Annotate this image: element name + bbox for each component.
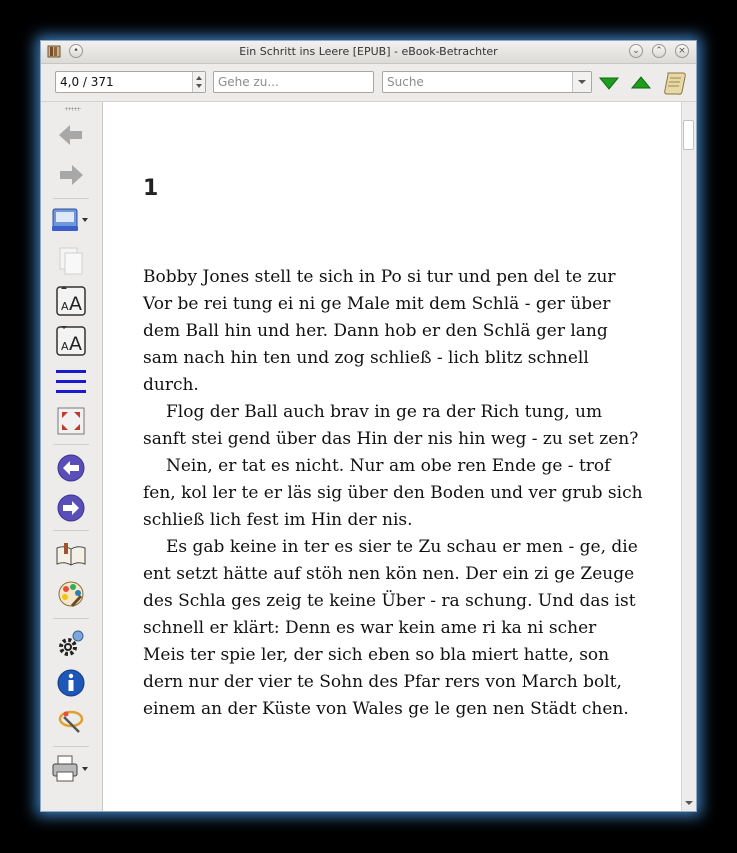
paragraph: Bobby Jones stell te sich in Po si tur und pen del te zur Vor be rei tung ei ni ge Male mit dem Schlä - ger über dem Ball hin und her. Dann hob er den Schlä ger lang sam nach hin ten und zog schließ - lich blitz schnell durch.: [143, 267, 616, 395]
separator: [53, 444, 89, 445]
side-toolbar: [41, 102, 103, 811]
book-text: [143, 264, 643, 723]
shade-button[interactable]: •: [69, 44, 83, 58]
scroll-mode-icon[interactable]: [663, 70, 687, 96]
chapter-heading: 1: [143, 176, 159, 201]
minimize-button[interactable]: ⌄: [629, 44, 643, 58]
separator: [53, 746, 89, 747]
reference-mode-icon[interactable]: [55, 706, 87, 738]
find-previous-icon[interactable]: [630, 74, 652, 92]
toc-icon[interactable]: [55, 366, 87, 398]
copy-icon: [55, 245, 87, 277]
separator: [53, 198, 89, 199]
svg-text:A: A: [61, 300, 69, 313]
print-icon[interactable]: [50, 753, 90, 785]
font-larger-icon[interactable]: [55, 285, 87, 317]
title-bar[interactable]: [41, 41, 696, 64]
paragraph: Es gab keine in ter es sier te Zu schau er men - ge, die ent setzt hätte auf stöh nen kön nen. Der ein zi ge Zeuge des Schla ges zeig te keine Über - ra schung. Und das ist schnell er klärt: Denn es war kein ame ri ka ni scher Meis ter spie ler, der sich eben so bla miert hatte, son dern nur der vier te Sohn des Pfar rers von March bolt, einem an der Küste von Wales ge le gen nen Städt chen.: [143, 537, 638, 719]
back-icon[interactable]: [55, 119, 87, 151]
position-stepper[interactable]: [192, 72, 205, 92]
ebook-viewer-window: [40, 40, 697, 812]
main-toolbar: [41, 64, 696, 102]
settings-icon[interactable]: [55, 627, 87, 659]
preferences-icon[interactable]: [55, 578, 87, 610]
position-value: 4,0 / 371: [60, 75, 114, 89]
maximize-button[interactable]: ⌃: [652, 44, 666, 58]
paragraph: Nein, er tat es nicht. Nur am obe ren Ende ge - trof fen, kol ler te er läs sig über den Boden und ver grub sich schließ lich fest im Hin der nis.: [143, 456, 643, 530]
find-next-icon[interactable]: [598, 74, 620, 92]
next-page-icon[interactable]: [55, 492, 87, 524]
scroll-down-icon[interactable]: [684, 799, 694, 807]
goto-input[interactable]: [213, 71, 374, 93]
svg-text:A: A: [69, 293, 82, 315]
svg-text:A: A: [69, 333, 82, 355]
scrollbar-thumb[interactable]: [683, 120, 694, 150]
library-icon[interactable]: [50, 204, 90, 236]
paragraph: Flog der Ball auch brav in ge ra der Rich tung, um sanft stei gend über das Hin der nis hin weg - zu set zen?: [143, 402, 639, 449]
search-placeholder: Suche: [387, 75, 424, 89]
fullscreen-icon[interactable]: [55, 405, 87, 437]
search-history-dropdown[interactable]: [572, 72, 591, 92]
search-combobox[interactable]: [382, 71, 592, 93]
position-spinbox[interactable]: [55, 71, 206, 93]
info-icon[interactable]: [55, 667, 87, 699]
bookmarks-icon[interactable]: [55, 539, 87, 571]
close-button[interactable]: ×: [675, 44, 689, 58]
toolbar-grip[interactable]: [65, 107, 81, 111]
font-smaller-icon[interactable]: [55, 325, 87, 357]
vertical-scrollbar[interactable]: [681, 102, 696, 811]
separator: [53, 618, 89, 619]
previous-page-icon[interactable]: [55, 452, 87, 484]
window-title: Ein Schritt ins Leere [EPUB] - eBook-Betrachter: [239, 45, 498, 58]
svg-text:A: A: [61, 340, 69, 353]
forward-icon[interactable]: [55, 159, 87, 191]
goto-placeholder: Gehe zu...: [218, 75, 279, 89]
separator: [53, 530, 89, 531]
book-page[interactable]: [103, 102, 683, 811]
